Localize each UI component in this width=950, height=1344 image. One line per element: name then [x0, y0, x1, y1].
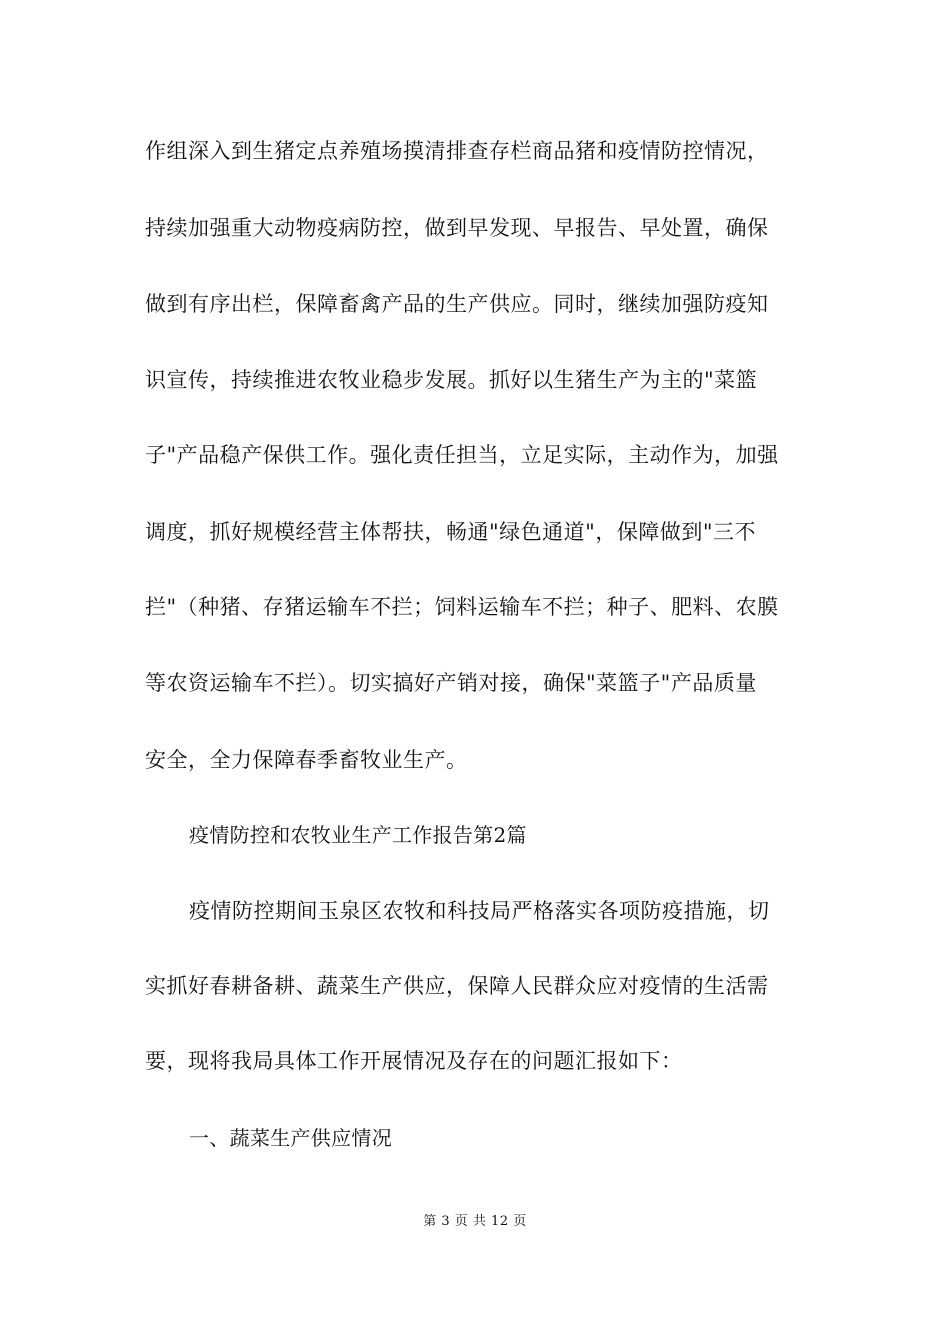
body-text-line: 作组深入到生猪定点养殖场摸清排查存栏商品猪和疫情防控情况，: [145, 139, 769, 163]
body-text-line: 等农资运输车不拦）。切实搞好产销对接，确保"菜篮子"产品质量: [145, 671, 757, 695]
intro-text-line: 疫情防控期间玉泉区农牧和科技局严格落实各项防疫措施，切: [189, 899, 770, 923]
article-title: 疫情防控和农牧业生产工作报告第2篇: [189, 823, 527, 847]
body-text-line: 子"产品稳产保供工作。强化责任担当，立足实际，主动作为，加强: [145, 443, 779, 467]
intro-text-line: 实抓好春耕备耕、蔬菜生产供应，保障人民群众应对疫情的生活需: [145, 974, 769, 998]
body-text-line: 持续加强重大动物疫病防控，做到早发现、早报告、早处置，确保: [145, 216, 769, 240]
body-text-line: 做到有序出栏，保障畜禽产品的生产供应。同时，继续加强防疫知: [145, 292, 769, 316]
body-text-line: 安全，全力保障春季畜牧业生产。: [145, 748, 468, 772]
body-text-line: 调度，抓好规模经营主体帮扶，畅通"绿色通道"，保障做到"三不: [145, 520, 756, 544]
body-text-line: 识宣传，持续推进农牧业稳步发展。抓好以生猪生产为主的"菜篮: [145, 368, 758, 392]
intro-text-line: 要，现将我局具体工作开展情况及存在的问题汇报如下：: [145, 1049, 683, 1073]
page-number-footer: 第 3 页 共 12 页: [423, 1214, 527, 1229]
section-heading: 一、蔬菜生产供应情况: [189, 1126, 392, 1150]
body-text-line: 拦"（种猪、存猪运输车不拦；饲料运输车不拦；种子、肥料、农膜: [145, 595, 779, 619]
